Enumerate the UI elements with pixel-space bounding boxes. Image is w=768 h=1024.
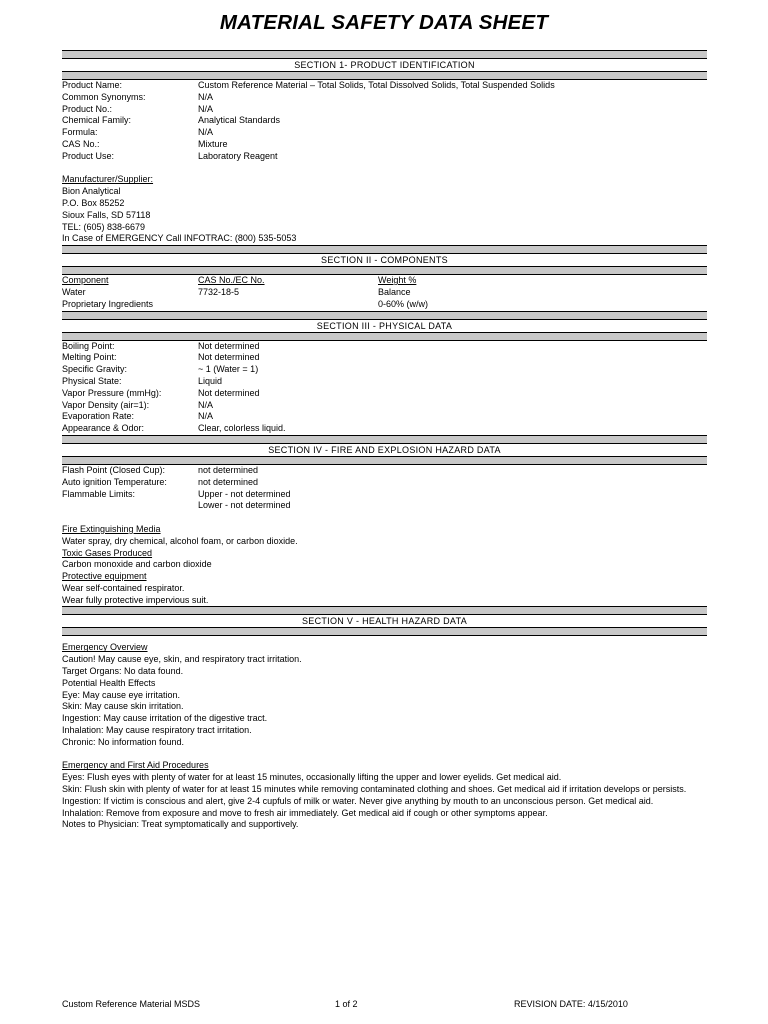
field-value: N/A bbox=[198, 411, 214, 422]
footer-page-number: 1 of 2 bbox=[335, 999, 358, 1009]
field-label: Boiling Point: bbox=[62, 340, 115, 351]
document-body bbox=[62, 50, 707, 831]
table-cell: Water bbox=[62, 286, 86, 297]
column-header: Component bbox=[62, 275, 109, 286]
field-value: Not determined bbox=[198, 352, 260, 363]
field-label: Physical State: bbox=[62, 375, 122, 386]
field-value: Analytical Standards bbox=[198, 115, 281, 126]
section-2-heading: SECTION II - COMPONENTS bbox=[321, 255, 448, 266]
subheading-toxic-gases: Toxic Gases Produced bbox=[62, 547, 153, 558]
fire-hazard-table bbox=[62, 465, 707, 512]
field-label: Evaporation Rate: bbox=[62, 411, 135, 422]
field-label: Common Synonyms: bbox=[62, 91, 146, 102]
column-header: CAS No./EC No. bbox=[198, 275, 265, 286]
section-4-heading: SECTION IV - FIRE AND EXPLOSION HAZARD DATA bbox=[268, 444, 501, 455]
field-value: Mixture bbox=[198, 138, 228, 149]
field-value: N/A bbox=[198, 103, 214, 114]
subheading-first-aid: Emergency and First Aid Procedures bbox=[62, 760, 209, 771]
table-row bbox=[62, 299, 707, 311]
manufacturer-line: Bion Analytical bbox=[62, 186, 121, 197]
table-cell: 0-60% (w/w) bbox=[378, 298, 429, 309]
document-title: MATERIAL SAFETY DATA SHEET bbox=[219, 11, 549, 34]
subheading-protective-equipment: Protective equipment bbox=[62, 571, 147, 582]
section-rule bbox=[62, 456, 707, 465]
field-value: Upper - not determined bbox=[198, 488, 291, 499]
section-1-heading: SECTION 1- PRODUCT IDENTIFICATION bbox=[294, 60, 475, 70]
body-line: Eye: May cause eye irritation. bbox=[62, 689, 181, 700]
field-label: CAS No.: bbox=[62, 138, 100, 149]
field-label: Chemical Family: bbox=[62, 115, 132, 126]
field-value: N/A bbox=[198, 127, 214, 138]
field-label: Auto ignition Temperature: bbox=[62, 476, 167, 487]
product-identification-table bbox=[62, 80, 707, 163]
field-value: Clear, colorless liquid. bbox=[198, 423, 286, 434]
body-line: Inhalation: May cause respiratory tract irritation. bbox=[62, 725, 252, 736]
field-label: Specific Gravity: bbox=[62, 364, 128, 375]
emergency-contact: In Case of EMERGENCY Call INFOTRAC: (800) 535-5053 bbox=[62, 233, 297, 244]
body-line: Skin: Flush skin with plenty of water for at least 15 minutes while removing contaminated clothing and shoes. Get medical aid if irritation develops or persists. bbox=[62, 784, 687, 795]
subheading-fire-extinguishing: Fire Extinguishing Media bbox=[62, 523, 161, 534]
field-label: Appearance & Odor: bbox=[62, 423, 145, 434]
field-value: Custom Reference Material – Total Solids, Total Dissolved Solids, Total Suspended Solids bbox=[198, 80, 555, 90]
field-value: not determined bbox=[198, 464, 259, 475]
field-label: Formula: bbox=[62, 127, 98, 138]
section-rule bbox=[62, 245, 707, 254]
section-5-heading: SECTION V - HEALTH HAZARD DATA bbox=[301, 616, 467, 627]
body-line: Wear fully protective impervious suit. bbox=[62, 594, 209, 605]
body-line: Target Organs: No data found. bbox=[62, 666, 184, 677]
body-line: Potential Health Effects bbox=[62, 677, 156, 688]
field-label: Product Name: bbox=[62, 80, 123, 90]
field-value: Liquid bbox=[198, 375, 223, 386]
table-cell: Balance bbox=[378, 286, 411, 297]
field-value: ~ 1 (Water = 1) bbox=[198, 364, 259, 375]
table-cell: Proprietary Ingredients bbox=[62, 298, 154, 309]
components-table bbox=[62, 275, 707, 310]
field-label: Melting Point: bbox=[62, 352, 117, 363]
body-line: Notes to Physician: Treat symptomatically and supportively. bbox=[62, 819, 299, 830]
body-line: Ingestion: If victim is conscious and alert, give 2-4 cupfuls of milk or water. Never give anything by mouth to an unconscious person. Get medical aid. bbox=[62, 795, 654, 806]
field-value: N/A bbox=[198, 399, 214, 410]
section-rule bbox=[62, 627, 707, 636]
body-line: Ingestion: May cause irritation of the digestive tract. bbox=[62, 713, 268, 724]
field-value: Not determined bbox=[198, 340, 260, 351]
field-label: Product Use: bbox=[62, 150, 115, 161]
section-rule bbox=[62, 311, 707, 320]
field-label: Vapor Pressure (mmHg): bbox=[62, 387, 162, 398]
physical-data-table bbox=[62, 341, 707, 435]
manufacturer-line: Sioux Falls, SD 57118 bbox=[62, 209, 151, 220]
section-rule bbox=[62, 50, 707, 59]
field-label: Flammable Limits: bbox=[62, 488, 136, 499]
manufacturer-line: P.O. Box 85252 bbox=[62, 197, 125, 208]
section-rule bbox=[62, 71, 707, 80]
field-value: Laboratory Reagent bbox=[198, 150, 278, 161]
footer-document-name: Custom Reference Material MSDS bbox=[62, 999, 201, 1009]
field-label: Flash Point (Closed Cup): bbox=[62, 464, 166, 475]
body-line: Wear self-contained respirator. bbox=[62, 582, 185, 593]
field-label bbox=[62, 500, 198, 512]
field-label: Vapor Density (air=1): bbox=[62, 399, 150, 410]
body-line: Carbon monoxide and carbon dioxide bbox=[62, 559, 212, 570]
field-value: not determined bbox=[198, 476, 259, 487]
body-line: Water spray, dry chemical, alcohol foam, or carbon dioxide. bbox=[62, 535, 298, 546]
components-header-row bbox=[62, 275, 707, 287]
column-header: Weight % bbox=[378, 275, 417, 286]
table-cell: 7732-18-5 bbox=[198, 286, 240, 297]
body-line: Caution! May cause eye, skin, and respiratory tract irritation. bbox=[62, 654, 302, 665]
subheading-emergency-overview: Emergency Overview bbox=[62, 642, 148, 653]
field-value: N/A bbox=[198, 91, 214, 102]
footer-revision-date: REVISION DATE: 4/15/2010 bbox=[514, 999, 628, 1009]
section-rule bbox=[62, 606, 707, 615]
body-line: Skin: May cause skin irritation. bbox=[62, 701, 184, 712]
manufacturer-line: TEL: (605) 838-6679 bbox=[62, 221, 146, 232]
section-3-heading: SECTION III - PHYSICAL DATA bbox=[316, 320, 453, 331]
field-value: Not determined bbox=[198, 387, 260, 398]
table-cell bbox=[198, 299, 378, 311]
table-row bbox=[62, 287, 707, 299]
field-label: Product No.: bbox=[62, 103, 113, 114]
manufacturer-heading: Manufacturer/Supplier: bbox=[62, 174, 154, 185]
body-line: Inhalation: Remove from exposure and move to fresh air immediately. Get medical aid if cough or other symptoms appear. bbox=[62, 807, 548, 818]
section-rule bbox=[62, 266, 707, 275]
section-rule bbox=[62, 435, 707, 444]
body-line: Chronic: No information found. bbox=[62, 736, 185, 747]
section-rule bbox=[62, 332, 707, 341]
field-value: Lower - not determined bbox=[198, 500, 291, 511]
body-line: Eyes: Flush eyes with plenty of water for at least 15 minutes, occasionally lifting the upper and lower eyelids. Get medical aid. bbox=[62, 772, 562, 783]
